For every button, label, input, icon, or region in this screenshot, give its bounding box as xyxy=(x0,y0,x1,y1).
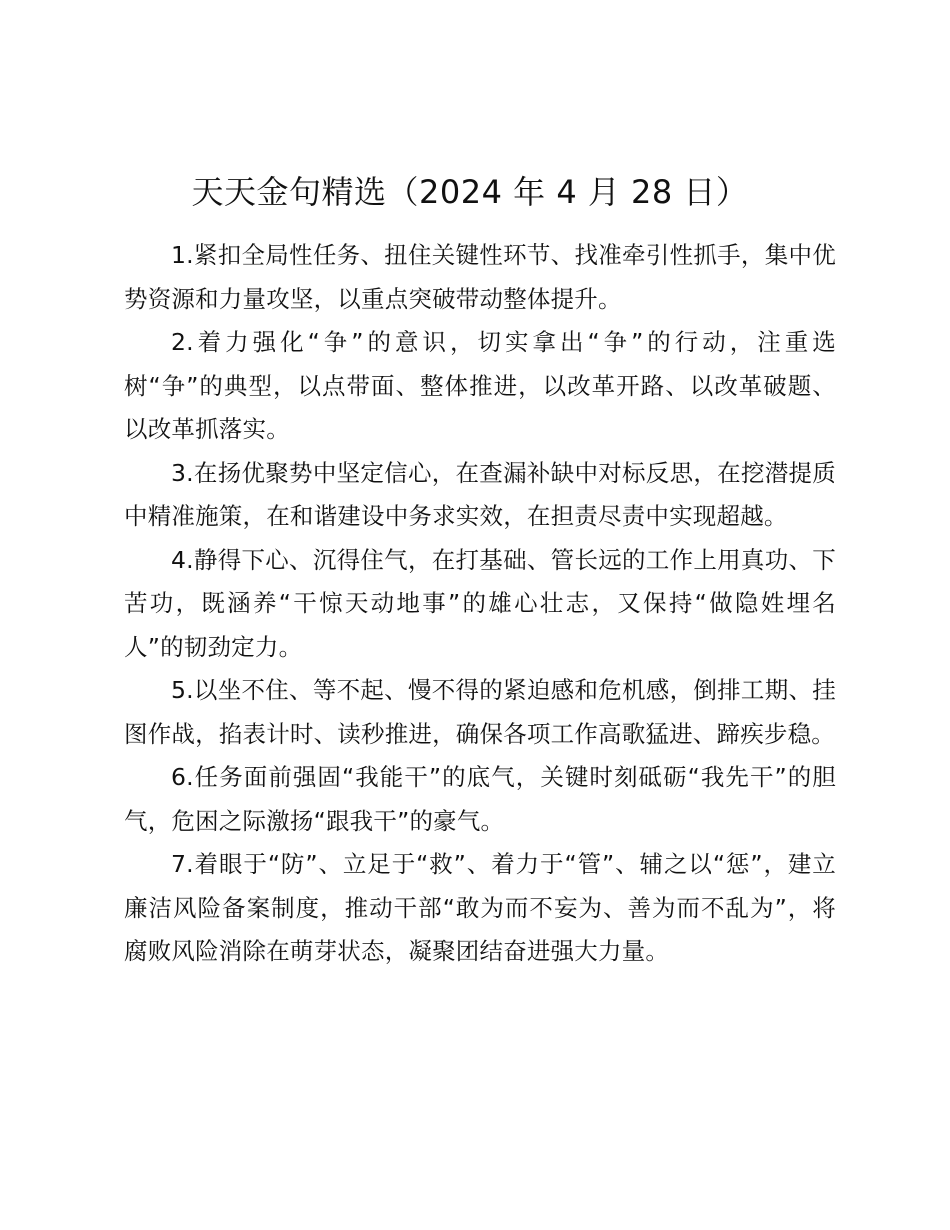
paragraph-2: 2.着力强化“争”的意识，切实拿出“争”的行动，注重选树“争”的典型，以点带面、整体推进，以改革开路、以改革破题、以改革抓落实。 xyxy=(124,328,836,443)
paragraph-6: 6.任务面前强固“我能干”的底气，关键时刻砥砺“我先干”的胆气，危困之际激扬“跟我干”的豪气。 xyxy=(124,763,836,835)
document-body xyxy=(124,234,836,974)
paragraph-4: 4.静得下心、沉得住气，在打基础、管长远的工作上用真功、下苦功，既涵养“干惊天动地事”的雄心壮志，又保持“做隐姓埋名人”的韧劲定力。 xyxy=(124,545,836,661)
document-title: 天天金句精选（2024 年 4 月 28 日） xyxy=(191,173,749,211)
paragraph-5: 5.以坐不住、等不起、慢不得的紧迫感和危机感，倒排工期、挂图作战，掐表计时、读秒推进，确保各项工作高歌猛进、蹄疾步稳。 xyxy=(124,676,836,748)
paragraph-7: 7.着眼于“防”、立足于“救”、着力于“管”、辅之以“惩”，建立廉洁风险备案制度，推动干部“敢为而不妄为、善为而不乱为”，将腐败风险消除在萌芽状态，凝聚团结奋进强大力量。 xyxy=(124,850,836,965)
paragraph-1: 1.紧扣全局性任务、扭住关键性环节、找准牵引性抓手，集中优势资源和力量攻坚，以重点突破带动整体提升。 xyxy=(124,241,836,313)
paragraph-3: 3.在扬优聚势中坚定信心，在查漏补缺中对标反思，在挖潜提质中精准施策，在和谐建设中务求实效，在担责尽责中实现超越。 xyxy=(124,458,836,530)
